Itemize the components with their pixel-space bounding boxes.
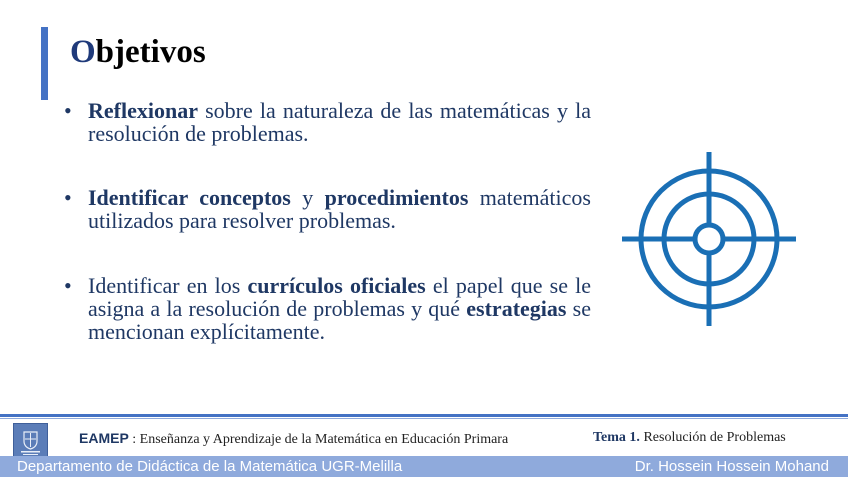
objective-3-text-c: se mencionan explícitamente. bbox=[88, 296, 591, 344]
slide-title bbox=[70, 34, 206, 71]
objectives-list bbox=[88, 99, 591, 343]
course-code: EAMEP bbox=[79, 430, 129, 446]
title-rest: bjetivos bbox=[95, 34, 206, 70]
department-label: Departamento de Didáctica de la Matemática UGR-Melilla bbox=[17, 458, 403, 475]
objective-2-bold-a: Identificar conceptos bbox=[88, 185, 291, 210]
objective-3-bold-a: currículos oficiales bbox=[247, 273, 426, 298]
course-name: : Enseñanza y Aprendizaje de la Matemática en Educación Primara bbox=[128, 432, 509, 447]
objective-3-text-b: el papel que se le asigna a la resolución de problemas y qué bbox=[88, 273, 591, 321]
author-label: Dr. Hossein Hossein Mohand bbox=[634, 458, 829, 475]
university-logo bbox=[13, 423, 48, 458]
objective-item-3 bbox=[88, 274, 591, 343]
objective-1-text: sobre la naturaleza de las matemáticas y la resolución de problemas. bbox=[88, 98, 591, 146]
objective-2-text-b: matemáticos utilizados para resolver problemas. bbox=[88, 185, 591, 233]
target-icon bbox=[620, 150, 798, 328]
footer-divider bbox=[0, 414, 848, 417]
course-caption bbox=[79, 430, 508, 448]
objective-1-bold: Reflexionar bbox=[88, 98, 198, 123]
title-accent-bar bbox=[41, 27, 48, 100]
tema-name: Resolución de Problemas bbox=[639, 430, 786, 445]
tema-caption bbox=[593, 430, 786, 446]
footer-divider-thin bbox=[0, 418, 848, 419]
objective-item-2 bbox=[88, 186, 591, 232]
objective-3-text-a: Identificar en los bbox=[88, 273, 248, 298]
tema-label: Tema 1. bbox=[593, 430, 640, 445]
objective-item-1 bbox=[88, 99, 591, 145]
objective-2-text-a: y bbox=[290, 185, 325, 210]
title-first-letter: O bbox=[70, 34, 96, 70]
objective-2-bold-b: procedimientos bbox=[324, 185, 469, 210]
objective-3-bold-b: estrategias bbox=[466, 296, 567, 321]
